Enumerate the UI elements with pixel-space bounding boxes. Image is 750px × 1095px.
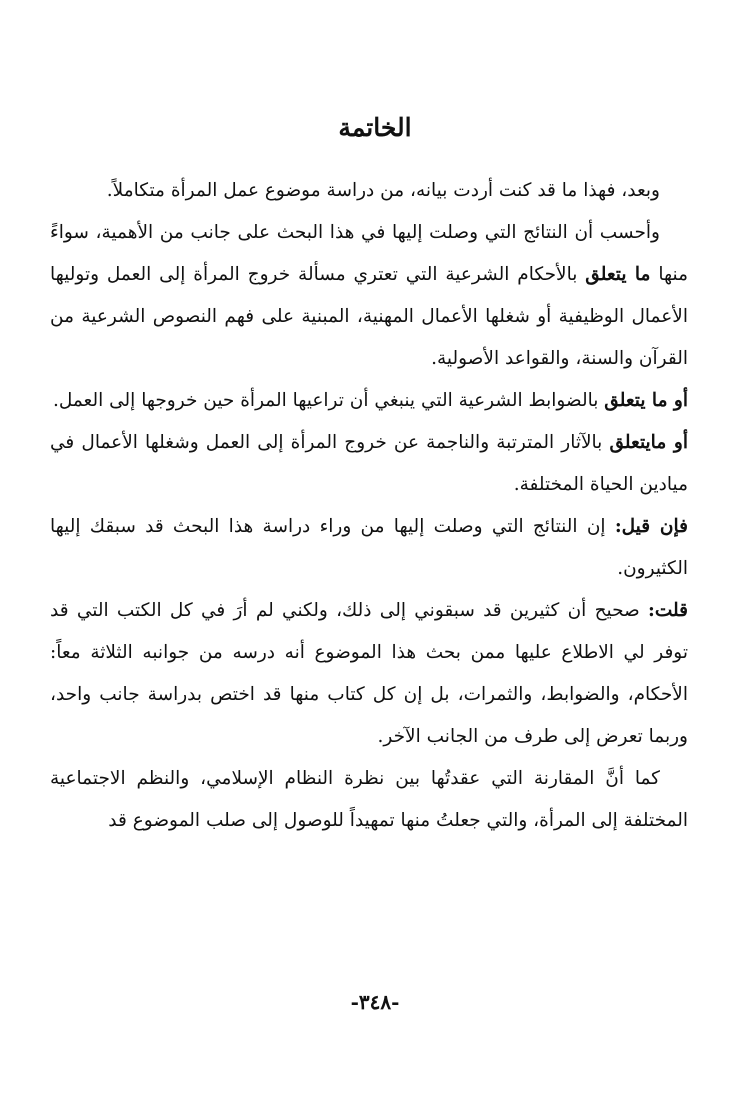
paragraph-text: بالأحكام الشرعية التي تعتري مسألة خروج المرأة إلى العمل وتوليها الأعمال الوظيفية أو شغلها الأعمال المهنية، المبنية على فهم النصوص الشرعية من القرآن والسنة، والقواعد الأصولية. [50, 264, 688, 369]
paragraph-intro [50, 170, 688, 212]
paragraph-lead: أو ما يتعلق [604, 390, 688, 411]
paragraph-effects [50, 422, 688, 506]
paragraph-text: صحيح أن كثيرين قد سبقوني إلى ذلك، ولكني لم أرَ في كل الكتب التي قد توفر لي الاطلاع عليها ممن بحث هذا الموضوع أنه درسه من جوانبه الثلاثة معاً: الأحكام، والضوابط، والثمرات، بل إن كل كتاب منها قد اختص بدراسة جانب واحد، وربما تعرض إلى طرف من الجانب الآخر. [50, 600, 688, 747]
paragraph-objection [50, 506, 688, 590]
paragraph-controls [50, 380, 688, 422]
paragraph-text: وأحسب أن النتائج التي وصلت إليها في هذا البحث على جانب من الأهمية، سواءً منها [50, 222, 689, 285]
paragraph-lead: ما يتعلق [585, 264, 651, 285]
paragraph-lead: فإن قيل: [614, 516, 688, 537]
paragraph-lead: أو مايتعلق [609, 432, 688, 453]
paragraph-text: إن النتائج التي وصلت إليها من وراء دراسة هذا البحث قد سبقك إليها الكثيرون. [50, 516, 688, 579]
paragraph-lead: قلت: [648, 600, 688, 621]
paragraph-results [50, 212, 688, 380]
page-number: -٣٤٨- [350, 990, 400, 1014]
paragraph-text: كما أنَّ المقارنة التي عقدتُها بين نظرة النظام الإسلامي، والنظم الاجتماعية المختلفة إلى المرأة، والتي جعلتُ منها تمهيداً للوصول إلى صلب الموضوع قد [50, 768, 688, 831]
page-title: الخاتمة [338, 113, 412, 142]
paragraph-text: بالضوابط الشرعية التي ينبغي أن تراعيها المرأة حين خروجها إلى العمل. [52, 390, 599, 411]
paragraph-text: وبعد، فهذا ما قد كنت أردت بيانه، من دراسة موضوع عمل المرأة متكاملاً. [106, 180, 660, 201]
paragraph-response [50, 590, 688, 758]
paragraph-text: بالآثار المترتبة والناجمة عن خروج المرأة إلى العمل وشغلها الأعمال في ميادين الحياة المختلفة. [50, 432, 688, 495]
body-text [50, 170, 688, 842]
paragraph-comparison [50, 758, 688, 842]
